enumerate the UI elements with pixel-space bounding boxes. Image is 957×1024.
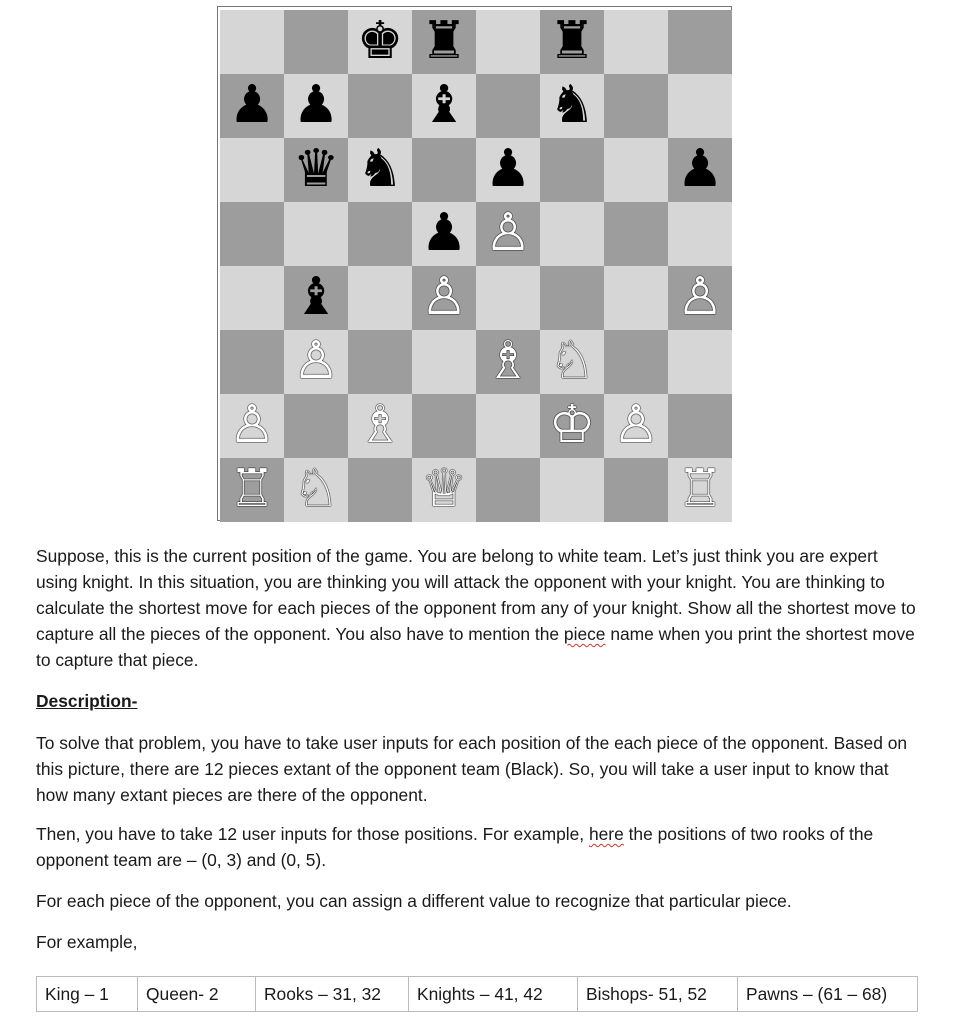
board-square bbox=[220, 202, 284, 266]
board-square bbox=[348, 10, 412, 74]
table-cell-queen: Queen- 2 bbox=[138, 977, 256, 1012]
board-square bbox=[412, 394, 476, 458]
black-pawn-icon: ♟ bbox=[292, 75, 340, 135]
board-square bbox=[284, 458, 348, 522]
board-square bbox=[220, 10, 284, 74]
white-pawn-icon: ♙ bbox=[676, 267, 724, 327]
intro-text-start: Suppose, this is the current position of the game. You are belong to white team. Let’s just think you are expert using knight. In this situation, you are thinking you will attack the opponent with your knight. You are thinking to calculate the shortest move for each pieces of the opponent from any of your knight. Show all the shortest move to capture all the pieces of the opponent. You also have to mention the bbox=[36, 546, 916, 644]
white-rook-icon: ♖ bbox=[228, 459, 276, 519]
board-square bbox=[348, 330, 412, 394]
positions-text-end: the positions of two rooks of the opponent team are – (0, 3) and (0, 5). bbox=[36, 824, 874, 870]
board-square bbox=[604, 10, 668, 74]
white-pawn-icon: ♙ bbox=[484, 203, 532, 263]
board-square bbox=[284, 330, 348, 394]
board-square bbox=[476, 330, 540, 394]
board-square bbox=[220, 138, 284, 202]
board-square bbox=[540, 330, 604, 394]
board-square bbox=[476, 74, 540, 138]
board-square bbox=[668, 458, 732, 522]
assign-value-paragraph: For each piece of the opponent, you can assign a different value to recognize that particular piece. bbox=[36, 891, 792, 911]
board-square bbox=[412, 10, 476, 74]
chessboard bbox=[220, 10, 732, 522]
board-square bbox=[220, 458, 284, 522]
positions-text-start: Then, you have to take 12 user inputs for those positions. For example, bbox=[36, 824, 589, 844]
board-square bbox=[668, 394, 732, 458]
board-square bbox=[668, 202, 732, 266]
board-square bbox=[284, 394, 348, 458]
white-bishop-icon: ♗ bbox=[356, 395, 404, 455]
white-king-icon: ♔ bbox=[548, 395, 596, 455]
board-square bbox=[412, 202, 476, 266]
positions-paragraph bbox=[36, 821, 916, 873]
board-square bbox=[348, 74, 412, 138]
input-paragraph: To solve that problem, you have to take user inputs for each position of the each piece of the opponent. Based on this picture, there are 12 pieces extant of the opponent team (Black). So, you will take a user input to know that how many extant pieces are there of the opponent. bbox=[36, 733, 908, 805]
board-square bbox=[348, 266, 412, 330]
table-cell-pawns: Pawns – (61 – 68) bbox=[738, 977, 918, 1012]
board-square bbox=[412, 138, 476, 202]
spellcheck-flagged-word: piece bbox=[563, 624, 606, 644]
board-square bbox=[668, 138, 732, 202]
white-pawn-icon: ♙ bbox=[420, 267, 468, 327]
table-row bbox=[37, 977, 918, 1012]
board-square bbox=[284, 138, 348, 202]
board-square bbox=[476, 266, 540, 330]
board-square bbox=[604, 202, 668, 266]
board-square bbox=[668, 74, 732, 138]
white-knight-icon: ♘ bbox=[548, 331, 596, 391]
board-square bbox=[412, 458, 476, 522]
board-square bbox=[412, 74, 476, 138]
intro-text-end: name when you print the shortest move to capture that piece. bbox=[36, 624, 915, 670]
board-square bbox=[604, 138, 668, 202]
black-king-icon: ♚ bbox=[356, 11, 404, 71]
table-cell-knights: Knights – 41, 42 bbox=[409, 977, 578, 1012]
board-square bbox=[604, 458, 668, 522]
board-square bbox=[412, 266, 476, 330]
white-pawn-icon: ♙ bbox=[228, 395, 276, 455]
intro-paragraph bbox=[36, 543, 916, 673]
board-square bbox=[604, 74, 668, 138]
board-square bbox=[668, 330, 732, 394]
black-bishop-icon: ♝ bbox=[420, 75, 468, 135]
board-square bbox=[540, 458, 604, 522]
board-square bbox=[348, 202, 412, 266]
black-knight-icon: ♞ bbox=[356, 139, 404, 199]
piece-value-table bbox=[36, 976, 918, 1012]
board-square bbox=[540, 74, 604, 138]
board-square bbox=[220, 330, 284, 394]
board-square bbox=[348, 138, 412, 202]
board-square bbox=[540, 394, 604, 458]
white-pawn-icon: ♙ bbox=[612, 395, 660, 455]
table-cell-king: King – 1 bbox=[37, 977, 138, 1012]
black-knight-icon: ♞ bbox=[548, 75, 596, 135]
black-rook-icon: ♜ bbox=[548, 11, 596, 71]
black-bishop-icon: ♝ bbox=[292, 267, 340, 327]
spellcheck-flagged-word: here bbox=[588, 824, 624, 844]
board-square bbox=[604, 266, 668, 330]
board-square bbox=[476, 394, 540, 458]
example-label: For example, bbox=[36, 932, 138, 952]
board-square bbox=[284, 74, 348, 138]
board-square bbox=[540, 266, 604, 330]
board-square bbox=[412, 330, 476, 394]
black-pawn-icon: ♟ bbox=[420, 203, 468, 263]
board-square bbox=[540, 202, 604, 266]
white-bishop-icon: ♗ bbox=[484, 331, 532, 391]
black-queen-icon: ♛ bbox=[292, 139, 340, 199]
board-square bbox=[220, 74, 284, 138]
board-square bbox=[284, 202, 348, 266]
black-pawn-icon: ♟ bbox=[676, 139, 724, 199]
board-square bbox=[284, 10, 348, 74]
description-heading: Description- bbox=[36, 691, 138, 711]
board-square bbox=[220, 266, 284, 330]
chessboard-frame bbox=[217, 6, 732, 521]
board-square bbox=[476, 202, 540, 266]
white-rook-icon: ♖ bbox=[676, 459, 724, 519]
white-knight-icon: ♘ bbox=[292, 459, 340, 519]
black-pawn-icon: ♟ bbox=[484, 139, 532, 199]
board-square bbox=[540, 10, 604, 74]
board-square bbox=[668, 266, 732, 330]
table-cell-bishops: Bishops- 51, 52 bbox=[578, 977, 738, 1012]
table-cell-rooks: Rooks – 31, 32 bbox=[256, 977, 409, 1012]
board-square bbox=[540, 138, 604, 202]
white-pawn-icon: ♙ bbox=[292, 331, 340, 391]
board-square bbox=[476, 458, 540, 522]
board-square bbox=[476, 10, 540, 74]
board-square bbox=[668, 10, 732, 74]
black-pawn-icon: ♟ bbox=[228, 75, 276, 135]
board-square bbox=[604, 394, 668, 458]
board-square bbox=[284, 266, 348, 330]
black-rook-icon: ♜ bbox=[420, 11, 468, 71]
board-square bbox=[348, 458, 412, 522]
board-square bbox=[604, 330, 668, 394]
white-queen-icon: ♕ bbox=[420, 459, 468, 519]
board-square bbox=[348, 394, 412, 458]
board-square bbox=[476, 138, 540, 202]
board-square bbox=[220, 394, 284, 458]
